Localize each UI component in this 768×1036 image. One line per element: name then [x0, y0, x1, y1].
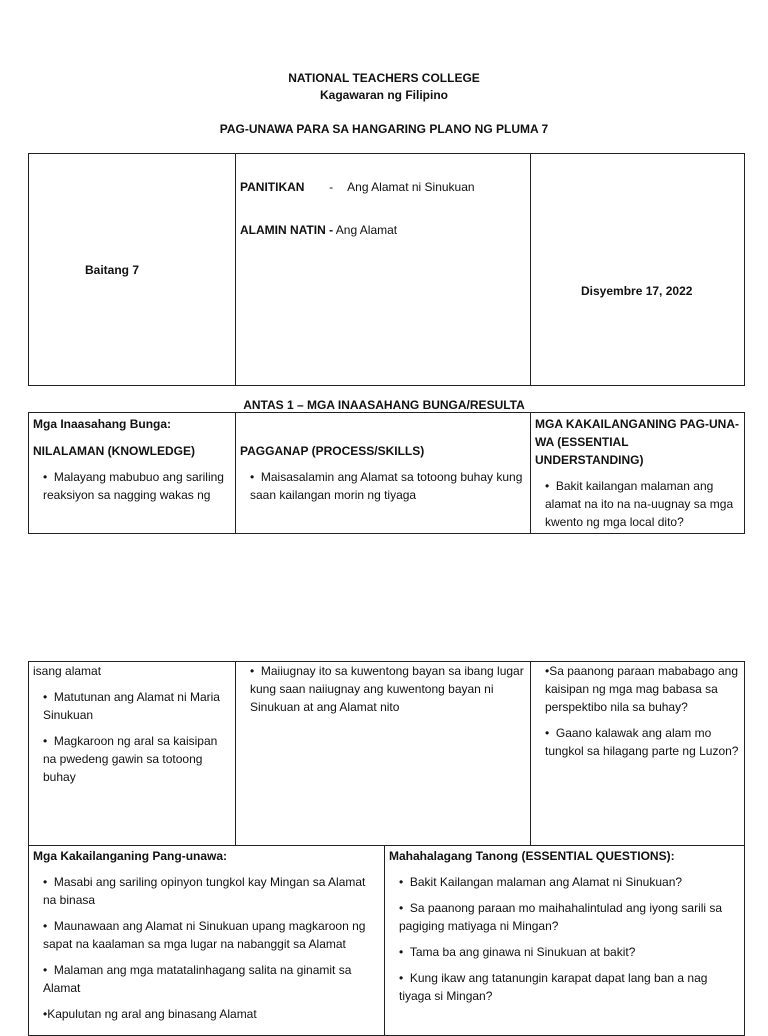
- knowledge-bullet: • Magkaroon ng aral sa kaisipan na pwedeng gawin sa totoong buhay: [33, 732, 231, 786]
- essential-understanding-bullet: • Masabi ang sariling opinyon tungkol kay Mingan sa Alamat na binasa: [33, 873, 380, 909]
- understanding-heading: MGA KAKAILANGANING PAG-UNA-WA (ESSENTIAL UNDERSTANDING): [535, 417, 739, 467]
- inaasahang-bunga-label: Mga Inaasahang Bunga:: [33, 417, 172, 431]
- essential-understanding-bullet: • Kapulutan ng aral ang binasang Alamat: [33, 1005, 380, 1023]
- antas1-title: ANTAS 1 – MGA INAASAHANG BUNGA/RESULTA: [243, 398, 525, 412]
- alamin-value: Ang Alamat: [335, 223, 398, 237]
- plan-title: PAG-UNAWA PARA SA HANGARING PLANO NG PLUMA 7: [219, 122, 549, 136]
- lesson-date: Disyembre 17, 2022: [581, 283, 693, 298]
- panitikan-label: PANITIKAN: [240, 180, 305, 194]
- essential-understanding-bullet: • Maunawaan ang Alamat ni Sinukuan upang magkaroon ng sapat na kaalaman sa mga lugar na nabanggit sa Alamat: [33, 917, 380, 953]
- understanding-bullet: • Sa paanong paraan mababago ang kaisipan ng mga mag babasa sa perspektibo nila sa buhay?: [535, 662, 740, 716]
- topic-cell: [236, 154, 531, 386]
- essential-questions-cell: [385, 845, 745, 1035]
- antas1-table: [28, 412, 745, 534]
- date-cell: [531, 154, 745, 386]
- understanding-bullet: • Gaano kalawak ang alam mo tungkol sa hilagang parte ng Luzon?: [535, 724, 740, 760]
- essential-question: • Sa paanong paraan mo maihahalintulad ang iyong sarili sa pagiging matiyaga ni Mingan?: [389, 899, 740, 935]
- essential-questions-heading: Mahahalagang Tanong (ESSENTIAL QUESTIONS):: [389, 849, 675, 863]
- process-bullet: • Maisasalamin ang Alamat sa totoong buhay kung saan kailangan morin ng tiyaga: [240, 468, 526, 504]
- panitikan-separator: -: [329, 180, 334, 194]
- essential-understanding-bullet: • Malaman ang mga matatalinhagang salita na ginamit sa Alamat: [33, 961, 380, 997]
- essential-question: • Bakit Kailangan malaman ang Alamat ni Sinukuan?: [389, 873, 740, 891]
- knowledge-heading: NILALAMAN (KNOWLEDGE): [33, 444, 195, 458]
- department-name: Kagawaran ng Filipino: [319, 88, 448, 102]
- knowledge-cell: [29, 413, 236, 534]
- essential-table: [28, 845, 745, 1036]
- knowledge-continuation: isang alamat: [33, 664, 102, 678]
- grade-label: Baitang 7: [85, 262, 140, 277]
- essential-understanding-cell: [29, 845, 385, 1035]
- antas1-continued-table: [28, 661, 745, 846]
- process-cell-continued: [236, 662, 531, 846]
- grade-cell: [29, 154, 236, 386]
- alamin-label: ALAMIN NATIN -: [240, 223, 334, 237]
- college-name: NATIONAL TEACHERS COLLEGE: [288, 71, 480, 85]
- knowledge-cell-continued: [29, 662, 236, 846]
- knowledge-bullet: • Malayang mabubuo ang sariling reaksiyon sa nagging wakas ng: [33, 468, 231, 504]
- essential-question: • Kung ikaw ang tatanungin karapat dapat lang ban a nag tiyaga si Mingan?: [389, 969, 740, 1005]
- info-table: [28, 153, 745, 386]
- knowledge-bullet: • Matutunan ang Alamat ni Maria Sinukuan: [33, 688, 231, 724]
- process-bullet: • Maiiugnay ito sa kuwentong bayan sa ibang lugar kung saan naiiugnay ang kuwentong bayan ni Sinukuan at ang Alamat nito: [240, 662, 526, 716]
- understanding-cell: [531, 413, 745, 534]
- essential-understanding-heading: Mga Kakailanganing Pang-unawa:: [33, 849, 228, 863]
- understanding-cell-continued: [531, 662, 745, 846]
- essential-question: • Tama ba ang ginawa ni Sinukuan at bakit?: [389, 943, 740, 961]
- understanding-bullet: • Bakit kailangan malaman ang alamat na ito na na-uugnay sa mga kwento ng mga local dito?: [535, 477, 740, 531]
- process-heading: PAGGANAP (PROCESS/SKILLS): [240, 444, 425, 458]
- process-cell: [236, 413, 531, 534]
- panitikan-value: Ang Alamat ni Sinukuan: [347, 180, 475, 194]
